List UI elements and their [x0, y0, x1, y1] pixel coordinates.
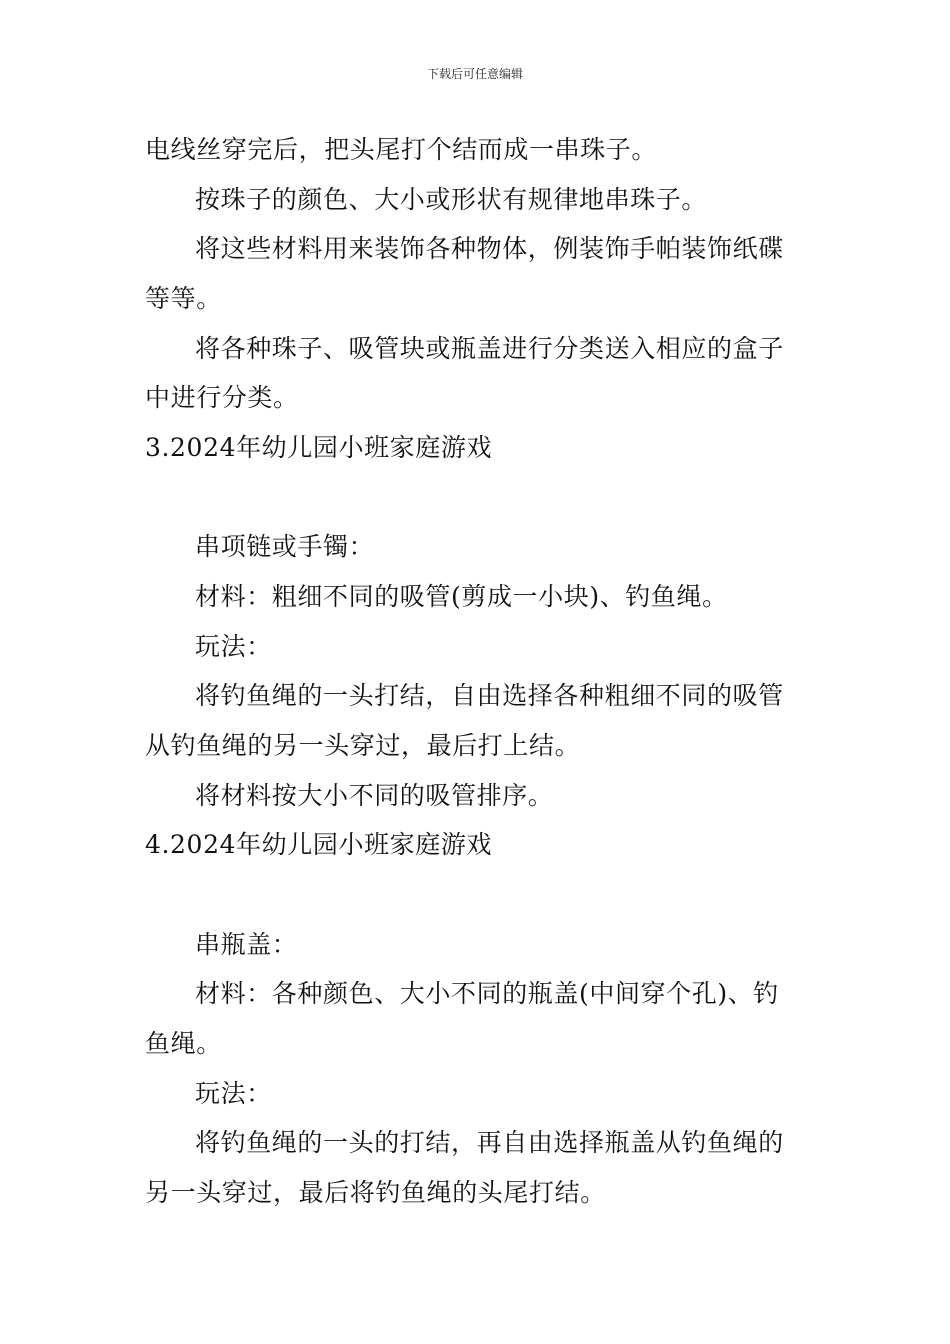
section-subtitle: 串瓶盖：	[195, 930, 298, 959]
paragraph-line: 按珠子的颜色、大小或形状有规律地串珠子。	[195, 185, 708, 214]
paragraph-line: 另一头穿过，最后将钓鱼绳的头尾打结。	[145, 1178, 606, 1207]
paragraph-line: 中进行分类。	[145, 383, 299, 412]
paragraph-line: 将钓鱼绳的一头打结，自由选择各种粗细不同的吸管	[195, 681, 784, 710]
paragraph-line: 从钓鱼绳的另一头穿过，最后打上结。	[145, 731, 581, 760]
section-heading: 4.2024年幼儿园小班家庭游戏	[145, 830, 493, 859]
paragraph-line: 玩法：	[195, 1079, 272, 1108]
paragraph-line: 将这些材料用来装饰各种物体，例装饰手帕装饰纸碟	[195, 234, 784, 263]
paragraph-line: 玩法：	[195, 632, 272, 661]
paragraph-line: 材料：各种颜色、大小不同的瓶盖(中间穿个孔)、钓	[195, 979, 779, 1008]
paragraph-line: 将各种珠子、吸管块或瓶盖进行分类送入相应的盒子	[195, 334, 784, 363]
paragraph-line: 材料：粗细不同的吸管(剪成一小块)、钓鱼绳。	[195, 582, 728, 611]
section-heading: 3.2024年幼儿园小班家庭游戏	[145, 433, 493, 462]
page-header: 下载后可任意编辑	[426, 67, 523, 81]
paragraph-line: 将材料按大小不同的吸管排序。	[195, 781, 554, 810]
paragraph-line: 鱼绳。	[145, 1029, 222, 1058]
paragraph-line: 将钓鱼绳的一头的打结，再自由选择瓶盖从钓鱼绳的	[195, 1128, 784, 1157]
paragraph-line: 电线丝穿完后，把头尾打个结而成一串珠子。	[145, 135, 658, 164]
section-subtitle: 串项链或手镯：	[195, 532, 375, 561]
paragraph-line: 等等。	[145, 284, 222, 313]
